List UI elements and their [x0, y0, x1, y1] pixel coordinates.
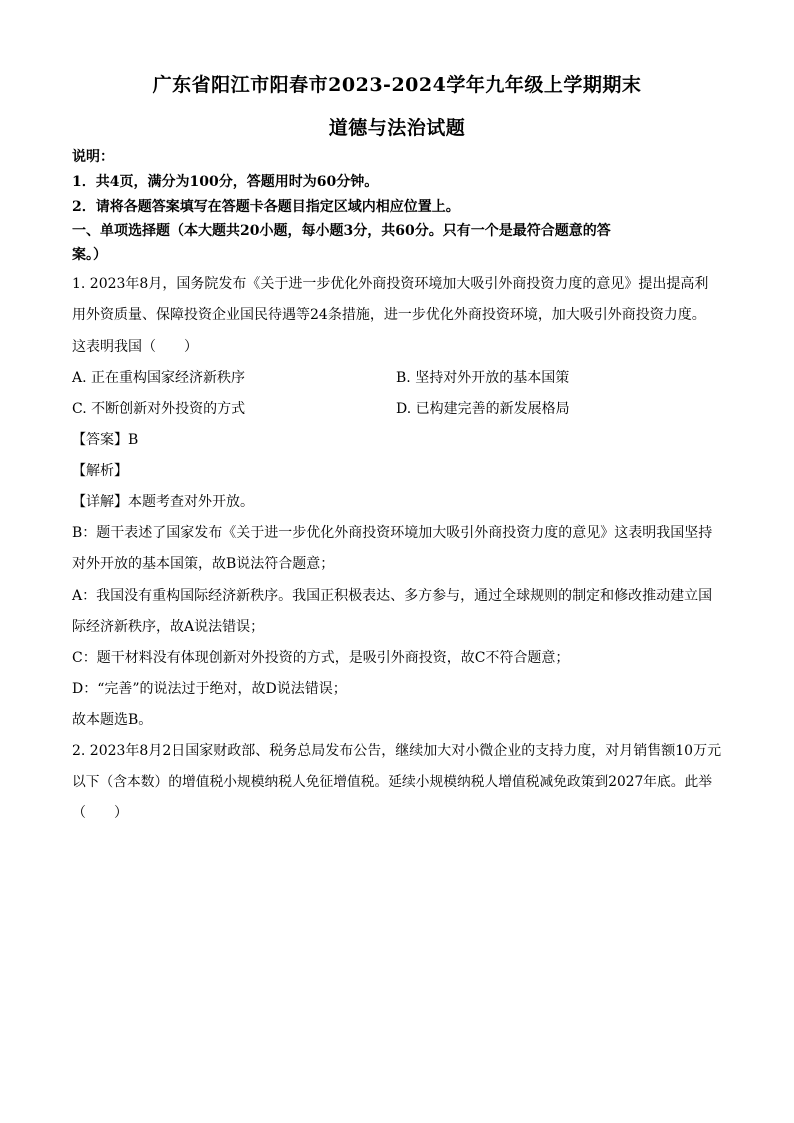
- q1-answer: 【答案】B: [72, 432, 139, 448]
- q1-explanation-d: D：“完善”的说法过于绝对，故D说法错误；: [72, 681, 347, 697]
- section-heading: 一、单项选择题（本大题共20小题，每小题3分，共60分。只有一个是最符合题意的答: [72, 223, 611, 239]
- q1-explanation-b-line1: B：题干表述了国家发布《关于进一步优化外商投资环境加大吸引外商投资力度的意见》这表明我国坚持: [72, 525, 713, 541]
- q1-stem-line2: 用外资质量、保障投资企业国民待遇等24条措施，进一步优化外商投资环境，加大吸引外商投资力度。: [72, 307, 706, 323]
- q1-stem-line1: 1. 2023年8月，国务院发布《关于进一步优化外商投资环境加大吸引外商投资力度的意见》提出提高利: [72, 276, 709, 292]
- q1-conclusion: 故本题选B。: [72, 712, 153, 728]
- q1-detail: 【详解】本题考查对外开放。: [72, 494, 254, 510]
- instruction-item-1: 1．共4页，满分为100分，答题用时为60分钟。: [72, 174, 379, 190]
- document-subtitle: 道德与法治试题: [328, 117, 466, 139]
- q1-analysis-label: 【解析】: [72, 463, 128, 479]
- q2-stem-line1: 2. 2023年8月2日国家财政部、税务总局发布公告，继续加大对小微企业的支持力度，对月销售额10万元: [72, 743, 722, 759]
- q1-explanation-a-line1: A：我国没有重构国际经济新秩序。我国正积极表达、多方参与，通过全球规则的制定和修改推动建立国: [72, 588, 713, 604]
- q1-option-c: C. 不断创新对外投资的方式: [72, 401, 246, 417]
- q1-option-a: A. 正在重构国家经济新秩序: [72, 370, 246, 386]
- q1-explanation-b-line2: 对外开放的基本国策，故B说法符合题意；: [72, 556, 335, 572]
- instructions-heading: 说明：: [72, 149, 114, 165]
- q1-option-d: D. 已构建完善的新发展格局: [396, 401, 570, 417]
- q1-explanation-a-line2: 际经济新秩序，故A说法错误；: [72, 619, 265, 635]
- q2-stem-line2: 以下（含本数）的增值税小规模纳税人免征增值税。延续小规模纳税人增值税减免政策到2027年底。此举: [72, 774, 712, 790]
- q2-stem-line3: （ ）: [72, 805, 128, 821]
- q1-explanation-c: C：题干材料没有体现创新对外投资的方式，是吸引外商投资，故C不符合题意；: [72, 650, 570, 666]
- instruction-item-2: 2．请将各题答案填写在答题卡各题目指定区域内相应位置上。: [72, 199, 460, 215]
- section-heading-cont: 案。）: [72, 247, 107, 263]
- document-title: 广东省阳江市阳春市2023-2024学年九年级上学期期末: [152, 74, 642, 96]
- q1-option-b: B. 坚持对外开放的基本国策: [396, 370, 570, 386]
- q1-stem-line3: 这表明我国（ ）: [72, 339, 198, 355]
